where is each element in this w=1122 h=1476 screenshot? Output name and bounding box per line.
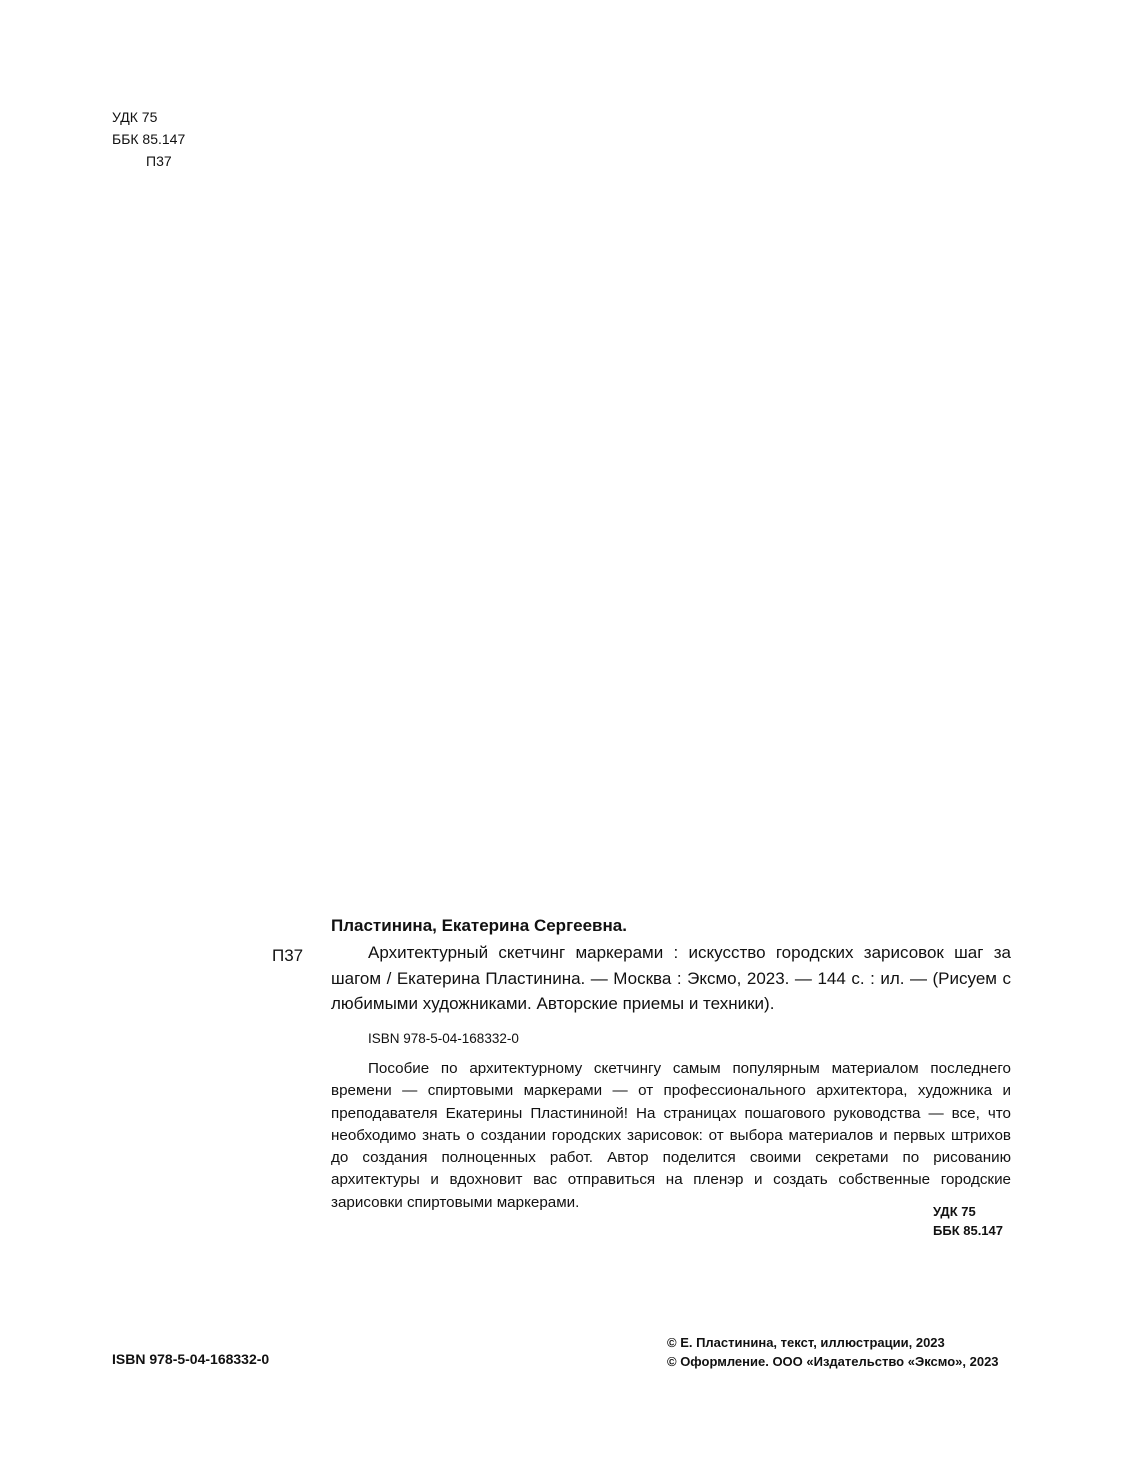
card-bbk: ББК 85.147 — [933, 1223, 1003, 1238]
annotation: Пособие по архитектурному скетчингу самым популярным материалом последнего времени — спиртовыми маркерами — от профессионального архитектора, художника и преподавателя Екатерины Пластининой! На страницах пошагового руководства — все, что необходимо знать о создании городских зарисовок: от выбора материалов и первых штрихов до создания полноценных работ. Автор поделится своими секретами по рисованию архитектуры и вдохновит вас отправиться на пленэр и создать собственные городские зарисовки спиртовыми маркерами. — [331, 1060, 1011, 1211]
top-bbk: ББК 85.147 — [112, 131, 186, 147]
top-udk: УДК 75 — [112, 109, 158, 125]
bibliographic-description: Архитектурный скетчинг маркерами : искусство городских зарисовок шаг за шагом / Екатерина Пластинина. — Москва : Эксмо, 2023. — 144 с. : ил. — (Рисуем с любимыми художниками. Авторские приемы и техники). — [331, 943, 1011, 1013]
top-author-mark: П37 — [146, 153, 172, 169]
author-heading: Пластинина, Екатерина Сергеевна. — [331, 916, 627, 935]
card-isbn: ISBN 978-5-04-168332-0 — [368, 1031, 519, 1046]
copyright-text: © Е. Пластинина, текст, иллюстрации, 2023 — [667, 1335, 945, 1350]
card-udk: УДК 75 — [933, 1204, 976, 1219]
footer-isbn: ISBN 978-5-04-168332-0 — [112, 1351, 270, 1367]
copyright-design: © Оформление. ООО «Издательство «Эксмо», 2023 — [667, 1354, 999, 1369]
card-author-mark: П37 — [272, 946, 304, 965]
